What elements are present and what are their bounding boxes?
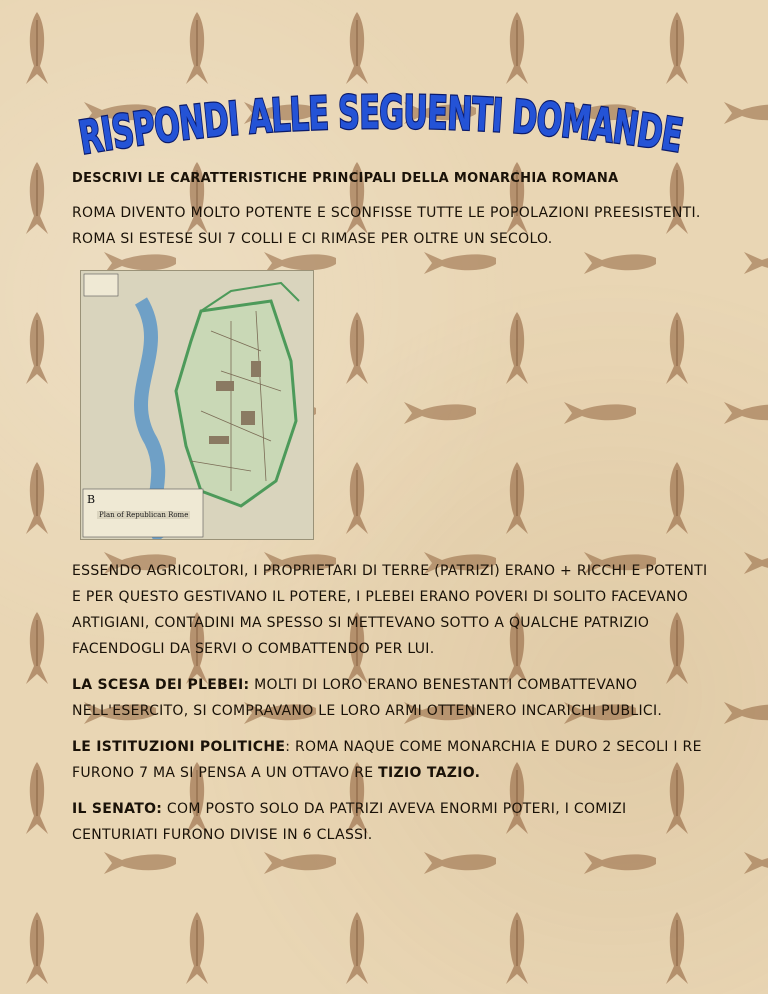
fossil-fish-icon bbox=[20, 460, 54, 538]
fossil-fish-icon bbox=[720, 100, 768, 126]
title-banner bbox=[72, 92, 702, 168]
paragraph-2: ESSENDO AGRICOLTORI, I PROPRIETARI DI TERRE (PATRIZI) ERANO + RICCHI E POTENTI E PER QUESTO GESTIVANO IL POTERE, I PLEBEI ERANO POVERI DI SOLITO FACEVANO ARTIGIANI, CONTADINI MA SPESSO SI METTEVANO SOTTO A QUALCHE PATRIZIO FACENDOGLI DA SERVI O COMBATTENDO PER LUI. bbox=[72, 563, 708, 657]
text-senato: COM POSTO SOLO DA PATRIZI AVEVA ENORMI POTERI, I COMIZI CENTURIATI FURONO DIVISE IN 6 CLASSI. bbox=[72, 801, 627, 843]
fossil-fish-icon bbox=[500, 910, 534, 988]
fossil-fish-icon bbox=[740, 250, 768, 276]
fossil-fish-icon bbox=[340, 10, 374, 88]
heading-senato: IL SENATO: bbox=[72, 801, 163, 817]
fossil-fish-icon bbox=[340, 910, 374, 988]
fossil-fish-icon bbox=[740, 850, 768, 876]
text-plebei: MOLTI DI LORO ERANO BENESTANTI COMBATTEVANO NELL'ESERCITO, SI COMPRAVANO LE LORO ARMI OTTENNERO INCARICHI PUBLICI. bbox=[72, 677, 663, 719]
fossil-fish-icon bbox=[20, 310, 54, 388]
fossil-fish-icon bbox=[660, 10, 694, 88]
question-1: DESCRIVI LE CARATTERISTICHE PRINCIPALI DELLA MONARCHIA ROMANA bbox=[72, 171, 619, 186]
heading-istituzioni: LE ISTITUZIONI POLITICHE bbox=[72, 739, 286, 755]
fossil-fish-icon bbox=[20, 760, 54, 838]
fossil-fish-icon bbox=[580, 850, 658, 876]
fossil-fish-icon bbox=[20, 910, 54, 988]
map-label-b: B bbox=[87, 493, 96, 506]
section-istituzioni bbox=[72, 734, 712, 786]
map-caption: Plan of Republican Rome bbox=[99, 511, 189, 519]
svg-text:RISPONDI ALLE SEGUENTI DOMANDE bbox=[75, 92, 697, 165]
fossil-fish-icon bbox=[20, 10, 54, 88]
section-plebei bbox=[72, 672, 712, 724]
fossil-fish-icon bbox=[20, 160, 54, 238]
page-title: RISPONDI ALLE SEGUENTI DOMANDE bbox=[75, 92, 697, 165]
fossil-fish-icon bbox=[660, 910, 694, 988]
answer-1: ROMA DIVENTO MOLTO POTENTE E SCONFISSE TUTTE LE POPOLAZIONI PREESISTENTI. ROMA SI ESTESE SUI 7 COLLI E CI RIMASE PER OLTRE UN SECOLO. bbox=[72, 205, 701, 247]
map-of-rome bbox=[80, 270, 314, 540]
fossil-fish-icon bbox=[260, 850, 338, 876]
fossil-fish-icon bbox=[720, 400, 768, 426]
fossil-fish-icon bbox=[180, 910, 214, 988]
fossil-fish-icon bbox=[500, 10, 534, 88]
text-istituzioni: : ROMA NAQUE COME MONARCHIA E DURO 2 SECOLI I RE FURONO 7 MA SI PENSA A UN OTTAVO RE bbox=[72, 739, 702, 781]
fossil-fish-icon bbox=[20, 610, 54, 688]
heading-plebei: LA SCESA DEI PLEBEI: bbox=[72, 677, 250, 693]
fossil-fish-icon bbox=[720, 700, 768, 726]
fossil-fish-icon bbox=[100, 850, 178, 876]
section-senato bbox=[72, 796, 712, 848]
fossil-fish-icon bbox=[740, 550, 768, 576]
king-name: TIZIO TAZIO. bbox=[378, 765, 481, 781]
fossil-fish-icon bbox=[420, 850, 498, 876]
fossil-fish-icon bbox=[180, 10, 214, 88]
